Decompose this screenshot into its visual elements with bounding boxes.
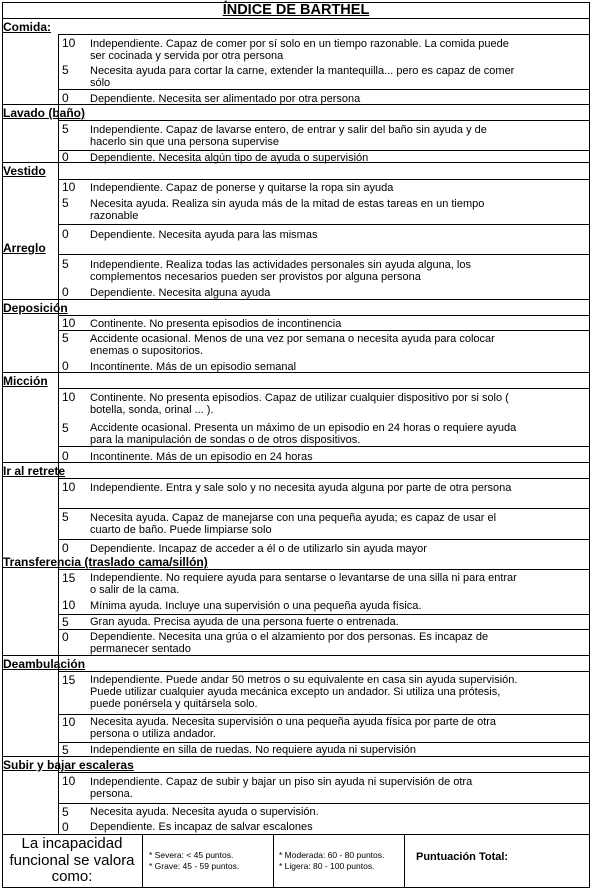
item-description: Dependiente. Necesita algún tipo de ayuda o supervisión bbox=[90, 152, 369, 164]
item-description: Independiente en silla de ruedas. No requiere ayuda ni supervisión bbox=[90, 744, 416, 756]
item-points: 15 bbox=[62, 673, 76, 687]
section-deambulacion: Deambulación bbox=[3, 657, 86, 671]
item-points: 10 bbox=[62, 715, 76, 729]
row-line bbox=[58, 120, 590, 121]
item-points: 0 bbox=[62, 285, 69, 299]
item-points: 0 bbox=[62, 630, 69, 644]
row-line bbox=[58, 478, 590, 479]
item-points: 0 bbox=[62, 227, 69, 241]
section-deposicion: Deposición bbox=[3, 301, 68, 315]
row-line bbox=[58, 315, 590, 316]
section-divider bbox=[2, 299, 590, 300]
item-description: Dependiente. Es incapaz de salvar escalones bbox=[90, 821, 313, 833]
item-description: Necesita ayuda. Necesita ayuda o supervisión. bbox=[90, 806, 319, 818]
section-lavado: Lavado (baño) bbox=[3, 106, 86, 120]
row-line bbox=[58, 742, 590, 743]
item-points: 10 bbox=[62, 598, 76, 612]
row-line bbox=[58, 714, 590, 715]
section-ir-al-retrete: Ir al retrete bbox=[3, 464, 66, 478]
severity-note: * Severa: < 45 puntos. bbox=[149, 850, 234, 860]
row-line bbox=[58, 508, 590, 509]
section-transferencia: Transferencia (traslado cama/sillón) bbox=[3, 555, 208, 569]
item-points: 10 bbox=[62, 774, 76, 788]
item-points: 5 bbox=[62, 615, 69, 629]
section-escaleras: Subir y bajar escaleras bbox=[3, 758, 134, 772]
item-points: 0 bbox=[62, 541, 69, 555]
row-line bbox=[58, 254, 590, 255]
row-line bbox=[58, 224, 590, 225]
item-points: 5 bbox=[62, 805, 69, 819]
total-score-label: Puntuación Total: bbox=[416, 851, 509, 863]
item-description: Dependiente. Necesita ser alimentado por otra persona bbox=[90, 93, 361, 105]
item-description: Independiente. Capaz de ponerse y quitarse la ropa sin ayuda bbox=[90, 182, 394, 194]
section-arreglo: Arreglo bbox=[3, 241, 46, 255]
item-points: 5 bbox=[62, 331, 69, 345]
row-line bbox=[58, 569, 590, 570]
section-miccion: Micción bbox=[3, 374, 48, 388]
item-points: 10 bbox=[62, 180, 76, 194]
item-description: Accidente ocasional. Presenta un máximo de un episodio en 24 horas o requiere ayuda para la manipulación de sondas o de otros dispositivos. bbox=[90, 422, 517, 446]
row-line bbox=[58, 179, 590, 180]
section-comida: Comida: bbox=[3, 20, 51, 34]
page-title: ÍNDICE DE BARTHEL bbox=[2, 2, 590, 19]
item-description: Independiente. Puede andar 50 metros o su equivalente en casa sin ayuda supervisión. Puede utilizar cualquier ayuda mecánica excepto un andador. Si utiliza una prótesis, puede ponérsela y quitársela solo. bbox=[90, 674, 518, 710]
section-divider bbox=[2, 655, 590, 656]
incapacity-scale-label: La incapacidad funcional se valora como: bbox=[9, 835, 135, 885]
item-points: 0 bbox=[62, 359, 69, 373]
row-line bbox=[58, 671, 590, 672]
row-line bbox=[58, 89, 590, 90]
item-description: Gran ayuda. Precisa ayuda de una persona fuerte o entrenada. bbox=[90, 616, 399, 628]
item-points: 10 bbox=[62, 390, 76, 404]
item-description: Accidente ocasional. Menos de una vez por semana o necesita ayuda para colocar enemas o supositorios. bbox=[90, 333, 495, 357]
item-description: Independiente. Capaz de subir y bajar un piso sin ayuda ni supervisión de otra persona. bbox=[90, 776, 473, 800]
item-points: 0 bbox=[62, 91, 69, 105]
item-description: Continente. No presenta episodios de incontinencia bbox=[90, 318, 342, 330]
row-line bbox=[58, 772, 590, 773]
item-description: Dependiente. Necesita ayuda para las mismas bbox=[90, 229, 318, 241]
item-description: Necesita ayuda. Necesita supervisión o una pequeña ayuda física por parte de otra persona o utiliza andador. bbox=[90, 716, 497, 740]
row-line bbox=[58, 803, 590, 804]
item-description: Dependiente. Incapaz de acceder a él o de utilizarlo sin ayuda mayor bbox=[90, 543, 427, 555]
item-points: 5 bbox=[62, 63, 69, 77]
item-points: 0 bbox=[62, 820, 69, 834]
item-points: 5 bbox=[62, 196, 69, 210]
item-points: 5 bbox=[62, 743, 69, 757]
row-line bbox=[58, 388, 590, 389]
item-description: Independiente. Capaz de lavarse entero, de entrar y salir del baño sin ayuda y de hacerlo sin que una persona supervise bbox=[90, 124, 487, 148]
item-description: Necesita ayuda. Realiza sin ayuda más de la mitad de estas tareas en un tiempo razonable bbox=[90, 198, 485, 222]
item-description: Independiente. Entra y sale solo y no necesita ayuda alguna por parte de otra persona bbox=[90, 482, 512, 494]
row-line bbox=[58, 629, 590, 630]
item-points: 10 bbox=[62, 36, 76, 50]
row-line bbox=[58, 446, 590, 447]
item-description: Independiente. No requiere ayuda para sentarse o levantarse de una silla ni para entrar o salir de la cama. bbox=[90, 572, 517, 596]
item-description: Independiente. Capaz de comer por sí solo en un tiempo razonable. La comida puede ser cocinada y servida por otra persona bbox=[90, 38, 509, 62]
section-divider bbox=[2, 756, 590, 757]
item-points: 5 bbox=[62, 257, 69, 271]
item-description: Incontinente. Más de un episodio semanal bbox=[90, 361, 297, 373]
item-points: 15 bbox=[62, 571, 76, 585]
item-points: 0 bbox=[62, 150, 69, 164]
row-line bbox=[58, 150, 590, 151]
item-points: 5 bbox=[62, 510, 69, 524]
row-line bbox=[58, 34, 590, 35]
severity-note: * Ligera: 80 - 100 puntos. bbox=[279, 861, 375, 871]
row-line bbox=[58, 330, 590, 331]
item-points: 5 bbox=[62, 122, 69, 136]
item-description: Continente. No presenta episodios. Capaz de utilizar cualquier dispositivo por si solo ( botella, sonda, orinal ... ). bbox=[90, 392, 509, 416]
item-description: Necesita ayuda. Capaz de manejarse con una pequeña ayuda; es capaz de usar el cuarto de baño. Puede limpiarse solo bbox=[90, 512, 497, 536]
item-description: Independiente. Realiza todas las actividades personales sin ayuda alguna, los complementos necesarios pueden ser provistos por alguna persona bbox=[90, 259, 471, 283]
item-description: Incontinente. Más de un episodio en 24 horas bbox=[90, 451, 313, 463]
severity-note: * Grave: 45 - 59 puntos. bbox=[149, 861, 240, 871]
row-line bbox=[58, 614, 590, 615]
item-points: 10 bbox=[62, 316, 76, 330]
item-description: Dependiente. Necesita alguna ayuda bbox=[90, 287, 271, 299]
item-description: Mínima ayuda. Incluye una supervisión o una pequeña ayuda física. bbox=[90, 600, 422, 612]
item-points: 10 bbox=[62, 480, 76, 494]
item-description: Dependiente. Necesita una grúa o el alzamiento por dos personas. Es incapaz de permanecer sentado bbox=[90, 631, 489, 655]
severity-note: * Moderada: 60 - 80 puntos. bbox=[279, 850, 385, 860]
item-points: 0 bbox=[62, 449, 69, 463]
item-points: 5 bbox=[62, 421, 69, 435]
row-line bbox=[58, 539, 590, 540]
item-description: Necesita ayuda para cortar la carne, extender la mantequilla... pero es capaz de comer sólo bbox=[90, 65, 515, 89]
section-vestido: Vestido bbox=[3, 164, 46, 178]
